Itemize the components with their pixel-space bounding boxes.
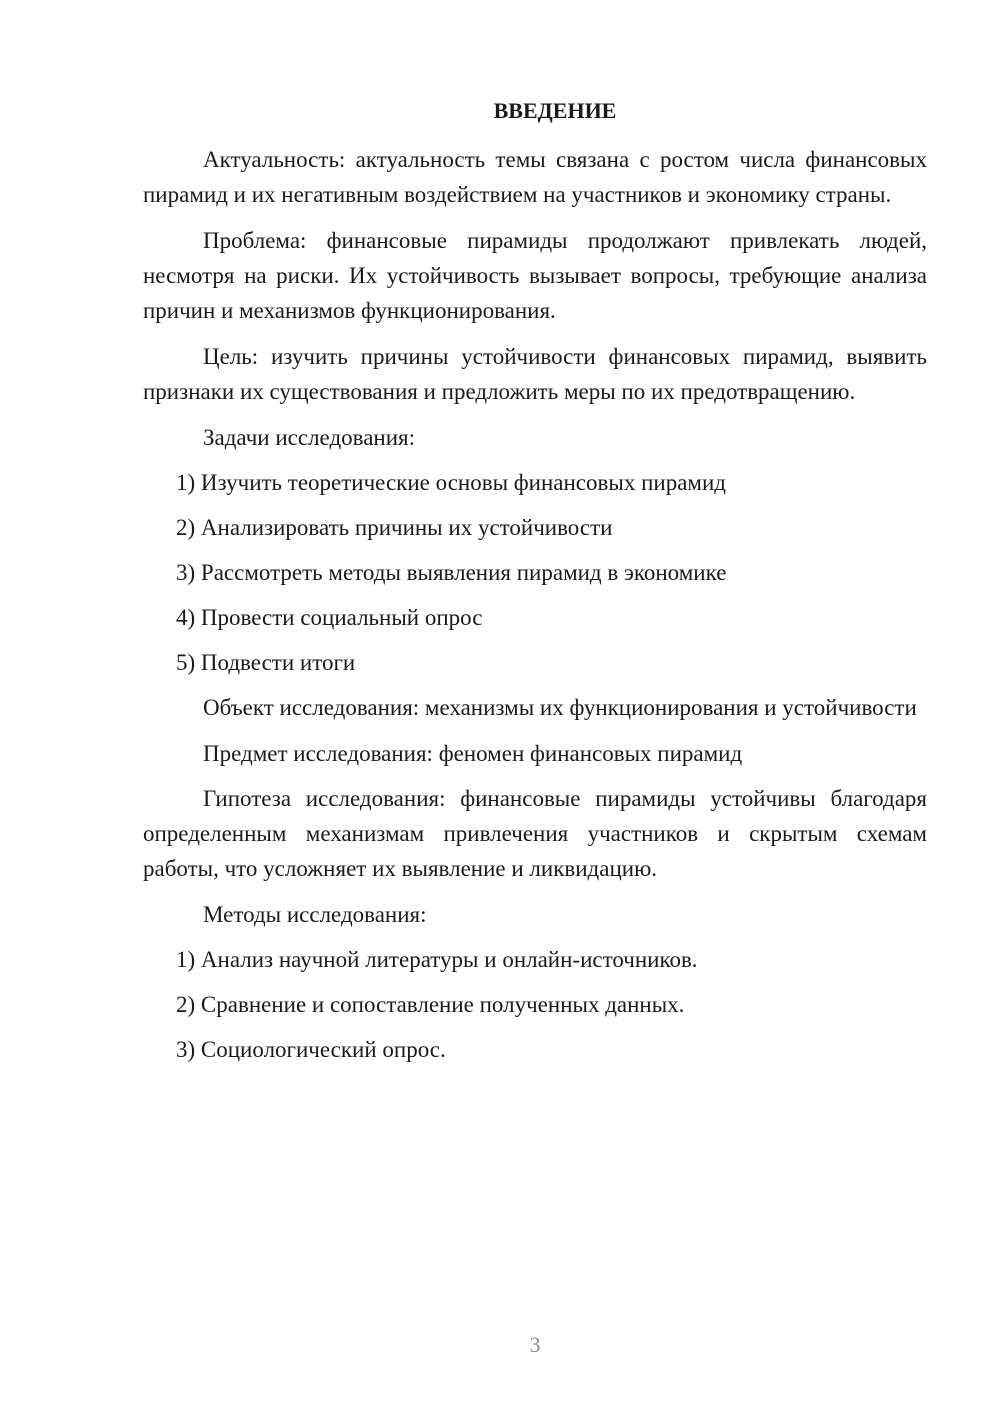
subject-paragraph: Предмет исследования: феномен финансовых пирамид (203, 741, 743, 766)
list-item: 1) Анализ научной литературы и онлайн-источников. (176, 947, 698, 972)
list-item: 3) Социологический опрос. (176, 1037, 446, 1062)
object-paragraph: Объект исследования: механизмы их функционирования и устойчивости (203, 695, 917, 720)
list-item: 2) Сравнение и сопоставление полученных данных. (176, 992, 685, 1017)
relevance-paragraph: Актуальность: актуальность темы связана с ростом числа финансовых пирамид и их негативным воздействием на участников и экономику страны. (143, 147, 927, 207)
methods-heading: Методы исследования: (203, 902, 427, 927)
problem-paragraph: Проблема: финансовые пирамиды продолжают привлекать людей, несмотря на риски. Их устойчивость вызывает вопросы, требующие анализа причин и механизмов функционирования. (143, 228, 927, 323)
methods-list (143, 942, 927, 1067)
list-item: 5) Подвести итоги (176, 650, 356, 675)
page-title: ВВЕДЕНИЕ (493, 98, 617, 123)
page-content (143, 93, 927, 1077)
list-item: 3) Рассмотреть методы выявления пирамид в экономике (176, 560, 727, 585)
hypothesis-paragraph: Гипотеза исследования: финансовые пирамиды устойчивы благодаря определенным механизмам привлечения участников и скрытым схемам работы, что усложняет их выявление и ликвидацию. (143, 786, 927, 881)
goal-paragraph: Цель: изучить причины устойчивости финансовых пирамид, выявить признаки их существования и предложить меры по их предотвращению. (143, 344, 927, 404)
tasks-list (143, 465, 927, 680)
page-number: 3 (529, 1332, 541, 1357)
list-item: 1) Изучить теоретические основы финансовых пирамид (176, 470, 726, 495)
list-item: 2) Анализировать причины их устойчивости (176, 515, 613, 540)
tasks-heading: Задачи исследования: (203, 425, 416, 450)
list-item: 4) Провести социальный опрос (176, 605, 483, 630)
